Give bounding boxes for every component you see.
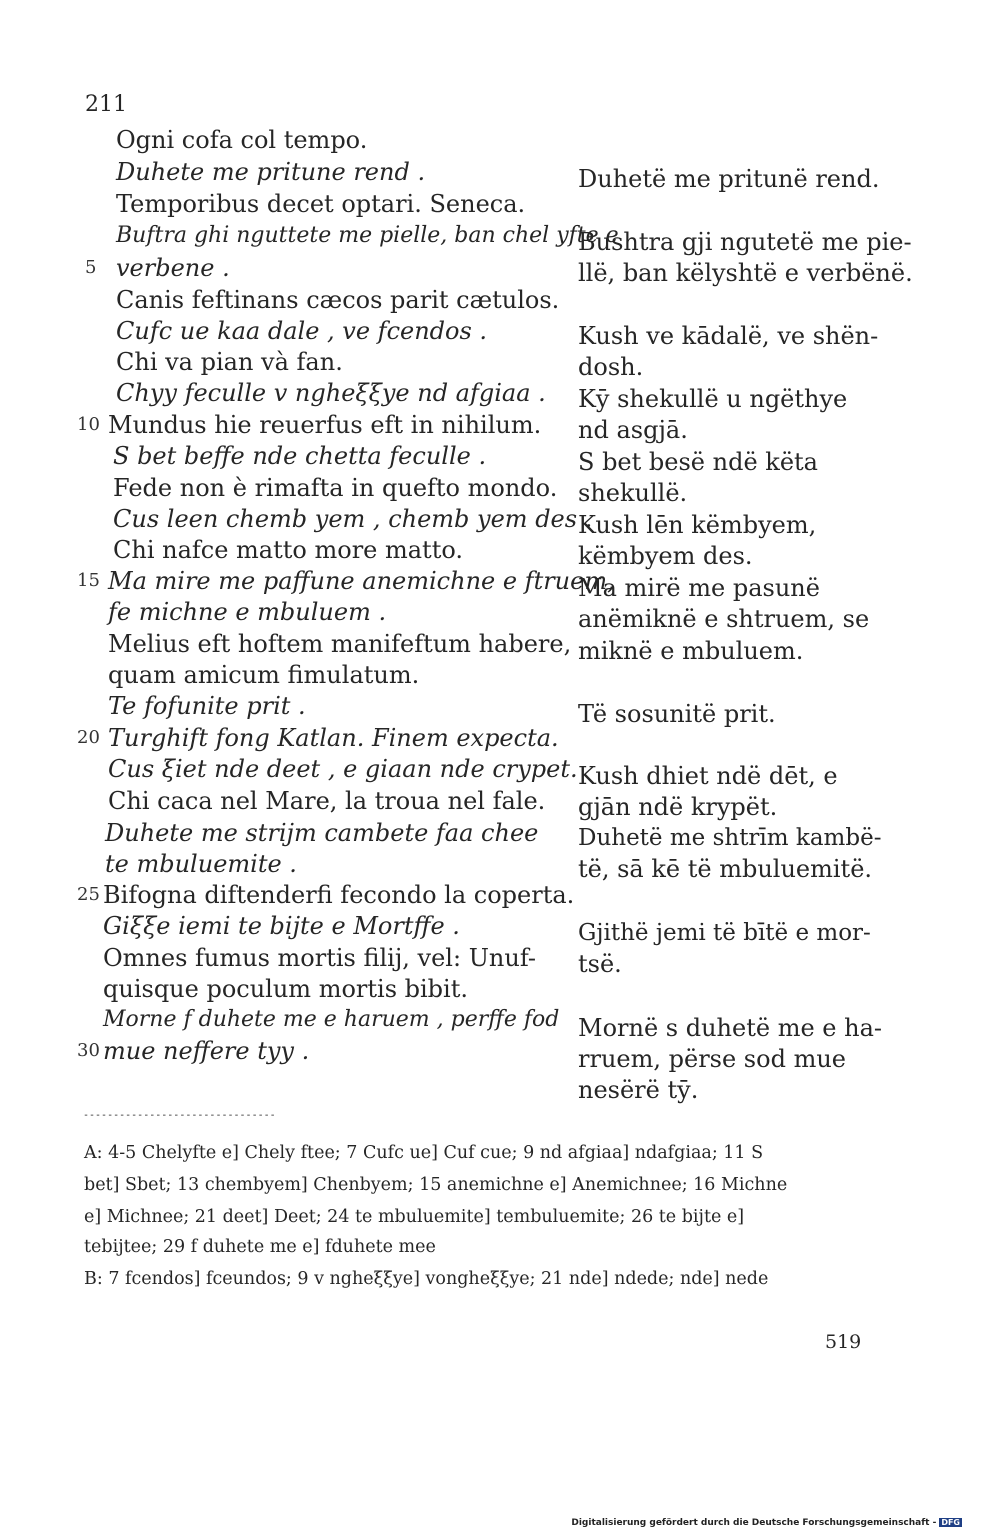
left-line: Buftra ghi nguttete me pielle, ban chel yfte e — [116, 223, 619, 248]
right-line: Kȳ shekullë u ngëthye — [578, 385, 848, 413]
left-line: Ma mire me paffune anemichne e ftruem, — [108, 567, 615, 595]
left-line: Turghift fong Katlan. Finem expecta. — [108, 724, 559, 752]
left-line: Bifogna diftenderfi fecondo la coperta. — [103, 881, 575, 909]
line-number: 5 — [85, 257, 97, 278]
right-line: Bushtra gji ngutetë me pie- — [578, 228, 912, 256]
right-line: tsë. — [578, 950, 622, 978]
left-line: Ogni cofa col tempo. — [116, 126, 368, 154]
right-line: Kush ve kādalë, ve shën- — [578, 322, 879, 350]
right-line: miknë e mbuluem. — [578, 637, 804, 665]
footnote-line: bet] Sbet; 13 chembyem] Chenbyem; 15 anemichne e] Anemichnee; 16 Michne — [84, 1175, 788, 1195]
footnote-line: B: 7 fcendos] fceundos; 9 v ngheξξye] vongheξξye; 21 nde] ndede; nde] nede — [84, 1269, 769, 1289]
right-line: S bet besë ndë këta — [578, 448, 818, 476]
folio-number: 519 — [825, 1331, 862, 1353]
right-line: anëmiknë e shtruem, se — [578, 605, 870, 633]
left-line: Duhete me strijm cambete faa chee — [105, 819, 539, 847]
right-line: nd asgjā. — [578, 416, 688, 444]
footnote-separator: -------------------------------- — [83, 1110, 276, 1121]
left-line: Fede non è rimafta in quefto mondo. — [113, 474, 558, 502]
left-line: Chi caca nel Mare, la troua nel fale. — [108, 787, 546, 815]
left-line: Mundus hie reuerfus eft in nihilum. — [108, 411, 542, 439]
right-line: Ma mirë me pasunë — [578, 574, 820, 602]
right-line: Kush lēn këmbyem, — [578, 511, 817, 539]
left-line: Omnes fumus mortis filij, vel: Unuf- — [103, 944, 536, 972]
right-line: Të sosunitë prit. — [578, 700, 776, 728]
line-number: 30 — [77, 1040, 100, 1061]
left-line: Melius eft hoftem manifeftum habere, — [108, 630, 572, 658]
right-line: Duhetë me pritunë rend. — [578, 165, 880, 193]
left-line: Chi nafce matto more matto. — [113, 536, 464, 564]
dfg-logo: DFG — [941, 1518, 960, 1527]
left-line: Giξξe iemi te bijte e Mortffe . — [103, 912, 460, 940]
left-line: Canis feftinans cæcos parit cætulos. — [116, 286, 560, 314]
footnote-line: e] Michnee; 21 deet] Deet; 24 te mbuluemite] tembuluemite; 26 te bijte e] — [84, 1207, 745, 1227]
right-line: nesërë tȳ. — [578, 1076, 699, 1104]
right-line: llë, ban këlyshtë e verbënë. — [578, 259, 913, 287]
right-line: gjān ndë krypët. — [578, 793, 778, 821]
right-line: Kush dhiet ndë dēt, e — [578, 762, 838, 790]
left-line: verbene . — [116, 254, 230, 282]
left-line: Temporibus decet optari. Seneca. — [116, 190, 526, 218]
footnote-line: A: 4-5 Chelyfte e] Chely ftee; 7 Cufc ue] Cuf cue; 9 nd afgiaa] ndafgiaa; 11 S — [84, 1143, 764, 1163]
left-line: Duhete me pritune rend . — [116, 158, 426, 186]
right-line: Duhetë me shtrīm kambë- — [578, 825, 882, 851]
line-number: 20 — [77, 727, 100, 748]
line-number: 10 — [77, 414, 100, 435]
left-line: te mbuluemite . — [105, 850, 297, 878]
right-line: dosh. — [578, 353, 644, 381]
digitization-credit — [571, 1518, 962, 1528]
left-line: S bet beffe nde chetta feculle . — [113, 442, 487, 470]
right-line: rruem, përse sod mue — [578, 1045, 846, 1073]
left-line: Cufc ue kaa dale , ve fcendos . — [116, 317, 488, 345]
right-line: Gjithë jemi të bītë e mor- — [578, 920, 871, 946]
left-line: Cus leen chemb yem , chemb yem des . — [113, 505, 593, 533]
left-line: Cus ξiet nde deet , e giaan nde crypet. — [108, 755, 578, 783]
left-line: Te fofunite prit . — [108, 692, 306, 720]
page-number: 211 — [85, 92, 127, 117]
left-line: mue neffere tyy . — [103, 1037, 310, 1065]
left-line: quisque poculum mortis bibit. — [103, 975, 468, 1003]
right-line: shekullë. — [578, 479, 688, 507]
line-number: 25 — [77, 884, 100, 905]
credit-text: Digitalisierung gefördert durch die Deutsche Forschungsgemeinschaft - — [571, 1518, 937, 1528]
right-line: të, sā kē të mbuluemitë. — [578, 855, 873, 883]
line-number: 15 — [77, 570, 100, 591]
left-line: quam amicum fimulatum. — [108, 661, 420, 689]
footnote-line: tebijtee; 29 f duhete me e] fduhete mee — [84, 1237, 436, 1257]
left-line: Chi va pian và fan. — [116, 348, 343, 376]
right-line: këmbyem des. — [578, 542, 753, 570]
right-line: Mornë s duhetë me e ha- — [578, 1014, 882, 1042]
left-line: Morne f duhete me e haruem , perffe fod — [103, 1007, 560, 1032]
left-line: Chyy feculle v ngheξξye nd afgiaa . — [116, 379, 546, 407]
left-line: fe michne e mbuluem . — [108, 598, 387, 626]
